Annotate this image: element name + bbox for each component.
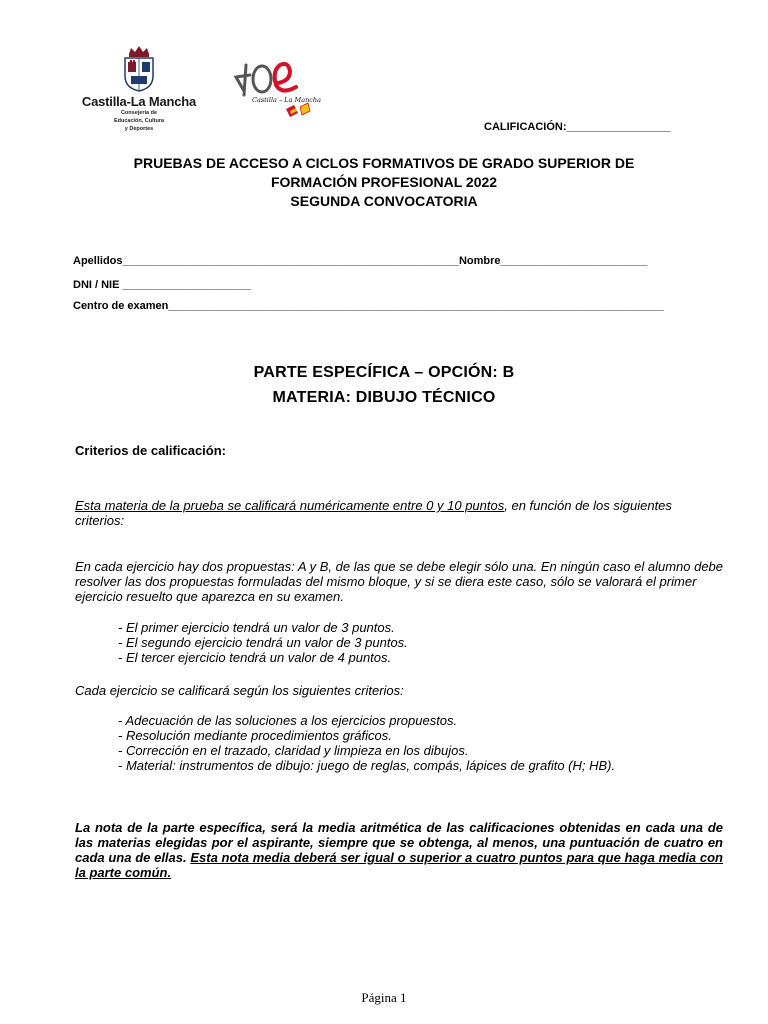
list-item: - Corrección en el trazado, claridad y limpieza en los dibujos. [118,743,469,758]
grading-criteria-list [118,713,615,773]
subject-heading [60,360,708,410]
proposals-paragraph: En cada ejercicio hay dos propuestas: A y B, de las que se debe elegir sólo una. En ningún caso el alumno debe resolver las dos propuestas formuladas del mismo bloque, y si se diera este caso, sólo se valorará el primer ejercicio resuelto que aparezca en su examen. [75,559,724,604]
flag-icon [286,103,310,117]
subject-name: MATERIA: DIBUJO TÉCNICO [272,389,496,406]
dni-field[interactable]: DNI / NIE _____________________ [73,279,251,291]
list-item: - El primer ejercicio tendrá un valor de 3 puntos. [118,620,395,635]
anniversary-logo [230,55,330,130]
criteria-intro [75,498,723,528]
department-line: Educación, Cultura [113,118,165,124]
list-item: - El segundo ejercicio tendrá un valor de 3 puntos. [118,635,408,650]
list-item: - El tercer ejercicio tendrá un valor de 4 puntos. [118,650,392,665]
title-line: PRUEBAS DE ACCESO A CICLOS FORMATIVOS DE GRADO SUPERIOR DE [133,155,635,171]
list-item: - Adecuación de las soluciones a los ejercicios propuestos. [118,713,458,728]
department-line: y Deportes [124,126,154,132]
final-underlined: Esta nota media deberá ser igual o superior a cuatro puntos para que haga media con la parte común. [75,850,724,880]
final-text: La nota de la parte específica, será la media aritmética de las calificaciones obtenidas en cada una de las materias elegidas por el aspirante, siempre que se obtenga, al menos, una puntuación de cuatro en cada una de ellas. [75,820,723,865]
exam-title [60,154,708,211]
castilla-la-mancha-logo [78,44,200,156]
calificacion-field[interactable]: CALIFICACIÓN:_________________ [484,121,671,133]
anniversary-caption: Castilla – La Mancha [252,96,321,104]
cada-ejercicio-paragraph: Cada ejercicio se calificará según los siguientes criterios: [75,683,404,698]
title-line: FORMACIÓN PROFESIONAL 2022 [270,174,498,190]
list-item: - Material: instrumentos de dibujo: juego de reglas, compás, lápices de grafito (H; HB). [118,758,616,773]
centro-examen-field[interactable]: Centro de examen_________________________________________________________________________________ [73,300,664,312]
forty-logo-graphic [230,55,330,130]
list-item: - Resolución mediante procedimientos gráficos. [118,728,392,743]
subject-part: PARTE ESPECÍFICA – OPCIÓN: B [253,364,515,381]
apellidos-nombre-field[interactable]: Apellidos_______________________________________________________Nombre________________________ [73,255,648,267]
intro-rest: , en función de los siguientes criterios: [75,498,672,528]
jccm-name: Castilla-La Mancha [81,94,197,109]
title-line: SEGUNDA CONVOCATORIA [290,193,478,209]
exercise-values-list [118,620,408,665]
coat-of-arms-icon [119,44,159,92]
intro-underlined: Esta materia de la prueba se calificará numéricamente entre 0 y 10 puntos [75,498,505,513]
final-note-paragraph [75,820,723,880]
page-number: Página 1 [361,990,407,1005]
criteria-heading: Criterios de calificación: [75,443,226,458]
department-line: Consejería de [120,110,158,116]
